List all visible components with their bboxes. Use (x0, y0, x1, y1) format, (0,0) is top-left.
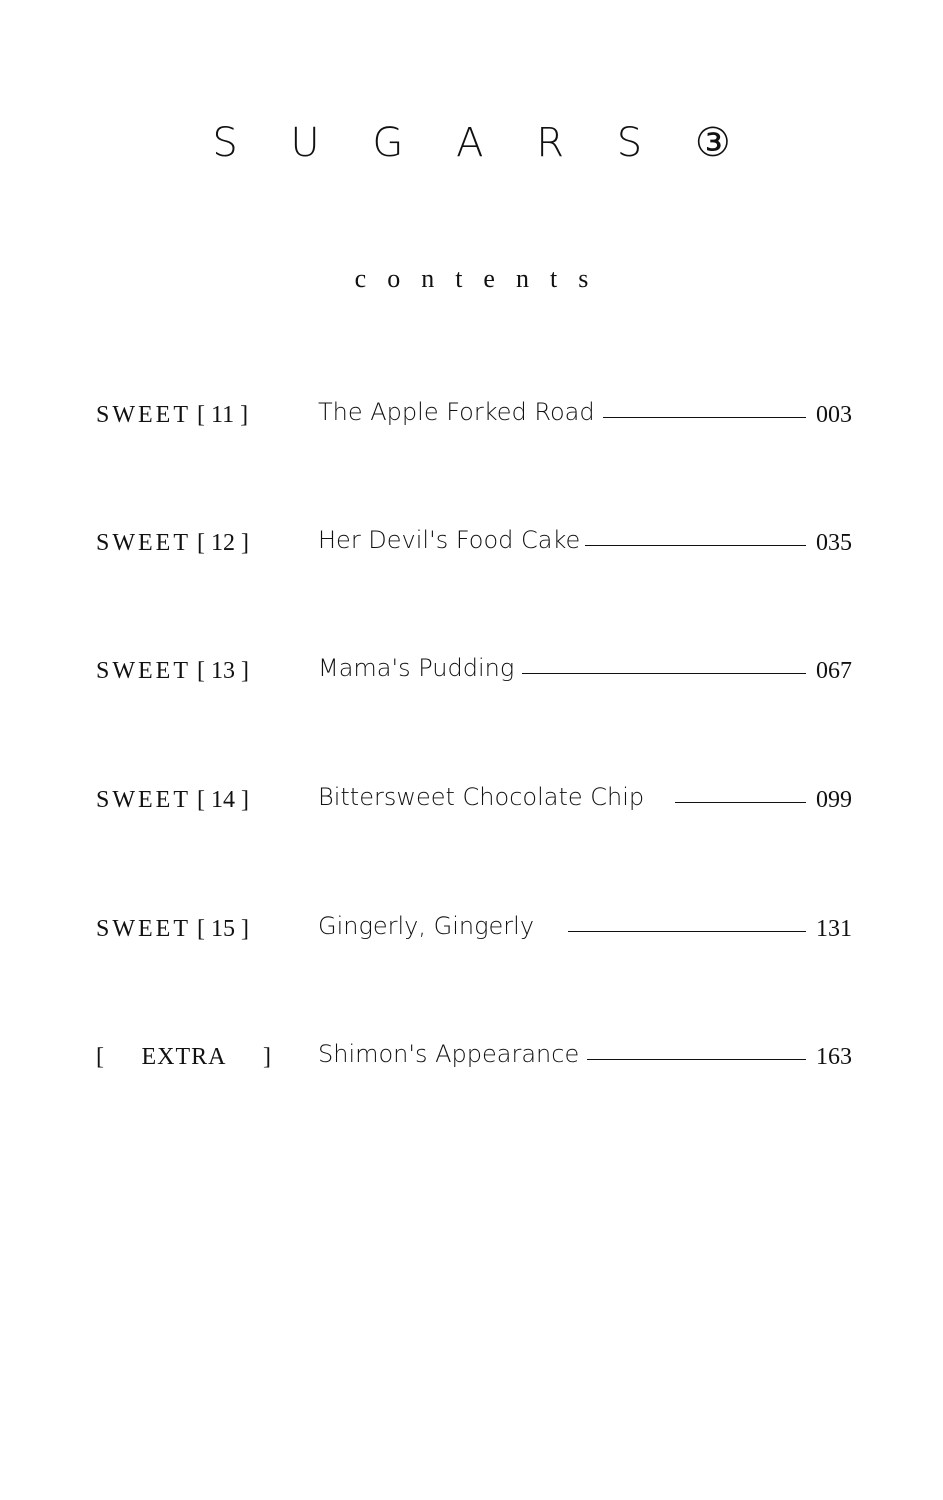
chapter-number: [ 11 ] (196, 402, 249, 428)
chapter-title: Shimon's Appearance (318, 1040, 580, 1068)
extra-label (96, 1044, 272, 1071)
toc-entry-extra[interactable] (0, 1040, 943, 1080)
page-number: 003 (816, 402, 852, 428)
chapter-number: [ 15 ] (196, 916, 249, 942)
toc-entry-sweet-13[interactable] (0, 654, 943, 694)
bracket-open: [ (96, 1044, 105, 1070)
contents-heading: contents (354, 264, 610, 293)
chapter-title: Mama's Pudding (318, 654, 515, 682)
chapter-label: SWEET [ 14 ] (96, 787, 249, 813)
bracket-close: ] (263, 1044, 272, 1070)
page-number: 163 (816, 1044, 852, 1070)
chapter-label: SWEET [ 12 ] (96, 530, 249, 556)
chapter-number: [ 14 ] (196, 787, 249, 813)
toc-entry-sweet-14[interactable] (0, 783, 943, 823)
chapter-number: [ 12 ] (196, 530, 249, 556)
leader-line (675, 802, 806, 803)
page-number: 035 (816, 530, 852, 556)
page-number: 099 (816, 787, 852, 813)
book-title: S U G A R S ③ (212, 120, 751, 166)
chapter-number: [ 13 ] (196, 658, 249, 684)
page-number: 131 (816, 916, 852, 942)
extra-text: EXTRA (141, 1044, 227, 1070)
chapter-title: Bittersweet Chocolate Chip (318, 783, 645, 811)
chapter-label: SWEET [ 15 ] (96, 916, 249, 942)
leader-line (587, 1059, 806, 1060)
leader-line (568, 931, 806, 932)
toc-entry-sweet-12[interactable] (0, 526, 943, 566)
chapter-title: Her Devil's Food Cake (318, 526, 581, 554)
toc-entry-sweet-11[interactable] (0, 398, 943, 438)
toc-entry-sweet-15[interactable] (0, 912, 943, 952)
chapter-label: SWEET [ 11 ] (96, 402, 249, 428)
leader-line (585, 545, 806, 546)
page-number: 067 (816, 658, 852, 684)
leader-line (603, 417, 806, 418)
chapter-label: SWEET [ 13 ] (96, 658, 249, 684)
chapter-title: The Apple Forked Road (318, 398, 595, 426)
chapter-title: Gingerly, Gingerly (318, 912, 535, 940)
leader-line (522, 673, 806, 674)
